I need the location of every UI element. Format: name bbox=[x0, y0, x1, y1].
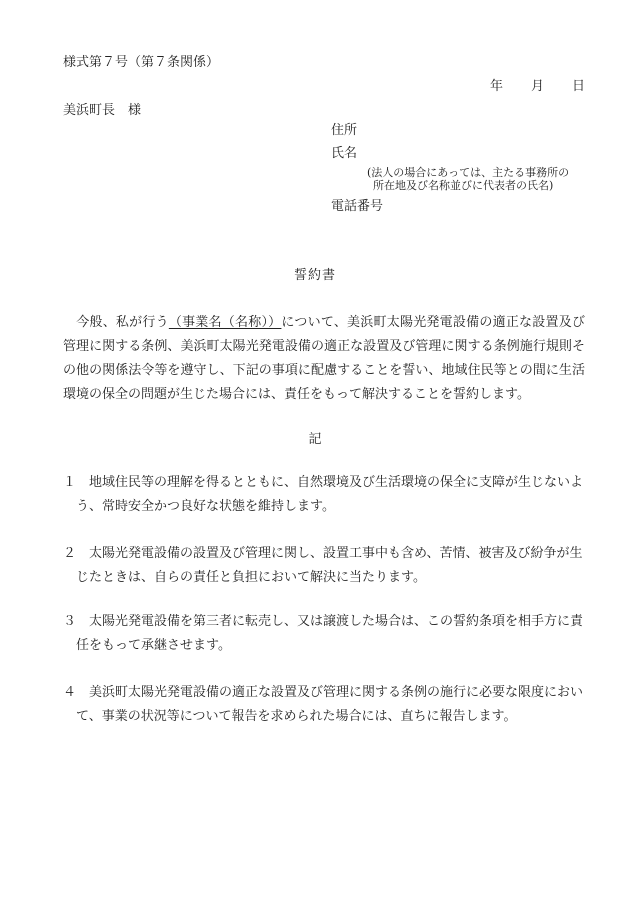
item-number: ２ bbox=[63, 546, 77, 561]
date-month: 月 bbox=[530, 79, 544, 94]
item-text: 美浜町太陽光発電設備の適正な設置及び管理に関する条例の施行に必要な限度において、事業の状況等について報告を求められた場合には、直ちに報告します。 bbox=[76, 685, 584, 724]
name-note-line2: 所在地及び名称並びに代表者の氏名) bbox=[373, 179, 554, 192]
list-item bbox=[63, 471, 585, 519]
item-text: 地域住民等の理解を得るとともに、自然環境及び生活環境の保全に支障が生じないよう、常時安全かつ良好な状態を維持します。 bbox=[76, 475, 584, 514]
item-number: １ bbox=[63, 475, 77, 490]
address-label: 住所 bbox=[331, 123, 358, 138]
document-title: 誓約書 bbox=[293, 268, 336, 283]
project-name-placeholder: （事業名（名称）） bbox=[168, 315, 282, 330]
list-item bbox=[63, 610, 585, 658]
item-number: ４ bbox=[63, 685, 77, 700]
date-day: 日 bbox=[571, 79, 585, 94]
phone-label: 電話番号 bbox=[331, 199, 384, 214]
name-label: 氏名 bbox=[331, 146, 358, 161]
body-before: 今般、私が行う bbox=[76, 315, 169, 330]
item-number: ３ bbox=[63, 614, 77, 629]
date-line bbox=[490, 75, 585, 94]
body-after: について、美浜町太陽光発電設備の適正な設置及び管理に関する条例、美浜町太陽光発電設備の適正な設置及び管理に関する条例施行規則その他の関係法令等を遵守し、下記の事項に配慮することを誓い、地域住民等との間に生活環境の保全の問題が生じた場合には、責任をもって解決することを誓約します。 bbox=[63, 315, 585, 402]
addressee: 美浜町長 様 bbox=[63, 103, 142, 118]
item-text: 太陽光発電設備の設置及び管理に関し、設置工事中も含め、苦情、被害及び紛争が生じたときは、自らの責任と負担において解決に当たります。 bbox=[76, 546, 583, 585]
ki-heading: 記 bbox=[308, 432, 322, 447]
name-note bbox=[331, 166, 569, 192]
date-year: 年 bbox=[490, 79, 504, 94]
applicant-block bbox=[331, 122, 569, 221]
list-item bbox=[63, 542, 585, 590]
name-note-line1: (法人の場合にあっては、主たる事務所の bbox=[367, 166, 570, 179]
item-text: 太陽光発電設備を第三者に転売し、又は譲渡した場合は、この誓約条項を相手方に責任をもって承継させます。 bbox=[76, 614, 584, 653]
form-number: 様式第７号（第７条関係） bbox=[63, 55, 220, 70]
list-item bbox=[63, 681, 585, 729]
pledge-body bbox=[63, 311, 585, 407]
